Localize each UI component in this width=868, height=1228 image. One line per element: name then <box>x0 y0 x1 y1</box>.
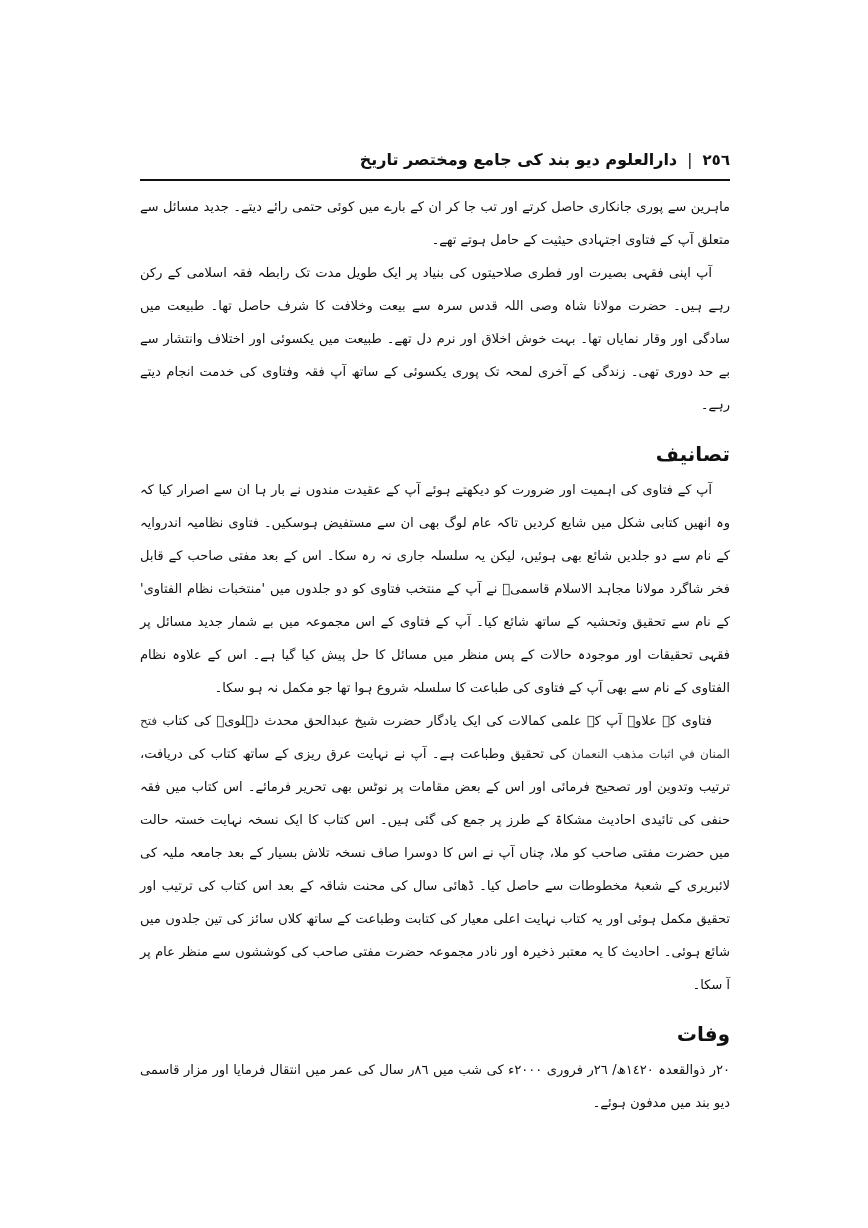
works-paragraph-2 <box>140 705 730 1002</box>
arabic-book-title: فتح المنان في اثبات مذهب النعمان <box>140 714 730 761</box>
intro-paragraph-1: ماہرین سے پوری جانکاری حاصل کرتے اور تب جا کر ان کے بارے میں کوئی حتمی رائے دیتے۔ جدید مسائل سے متعلق آپ کے فتاوی اجتہادی حیثیت کے حامل ہوتے تھے۔ <box>140 200 730 248</box>
works-paragraph-2-start: فتاوی کے علاوہ آپ کے علمی کمالات کی ایک یادگار حضرت شیخ عبدالحق محدث دہلویؒ کی کتاب <box>157 714 712 729</box>
running-header <box>140 150 730 181</box>
page-number: ٢٥٦ <box>702 150 730 169</box>
works-paragraph-2-end: کی تحقیق وطباعت ہے۔ آپ نے نہایت عرق ریزی کے ساتھ کتاب کی دریافت، ترتیب وتدوین اور تصحیح فرمائی اور اس کے بعض مقامات پر نوٹس بھی تحریر فرمائے۔ اس کتاب میں فقہ حنفی کی تائیدی احادیث مشکاۃ کے طرز پر جمع کی گئی ہیں۔ اس کتاب کا ایک نسخہ نہایت خستہ حالت میں حضرت مفتی صاحب کو ملا، چناں آپ نے اس کا دوسرا صاف نسخہ تلاش بسیار کے بعد جامعہ ملیہ کی لائبریری کے شعبۂ مخطوطات سے حاصل کیا۔ ڈھائی سال کی محنت شاقہ کے بعد اس کتاب کی ترتیب اور تحقیق مکمل ہوئی اور یہ کتاب نہایت اعلی معیار کی کتابت وطباعت کے ساتھ کلاں سائز کی تین جلدوں میں شائع ہوئی۔ احادیث کا یہ معتبر ذخیرہ اور نادر مجموعہ حضرت مفتی صاحب کی کوششوں سے منظر عام پر آ سکا۔ <box>140 747 730 993</box>
book-page <box>140 150 730 1120</box>
death-paragraph: ٢٠ر ذوالقعدہ ١٤٢٠ھ/ ٢٦ر فروری ٢٠٠٠ء کی شب میں ٨٦ر سال کی عمر میں انتقال فرمایا اور مزار قاسمی دیو بند میں مدفون ہوئے۔ <box>140 1063 730 1111</box>
section-heading-works: تصانیف <box>655 442 730 466</box>
intro-paragraph-2: آپ اپنی فقہی بصیرت اور فطری صلاحیتوں کی بنیاد پر ایک طویل مدت تک رابطہ فقہ اسلامی کے رکن رہے ہیں۔ حضرت مولانا شاہ وصی اللہ قدس سرہ سے بیعت وخلافت کا شرف حاصل تھا۔ طبیعت میں سادگی اور وقار نمایاں تھا۔ بہت خوش اخلاق اور نرم دل تھے۔ طبیعت میں یکسوئی اور اختلاف وانتشار سے بے حد دوری تھی۔ زندگی کے آخری لمحہ تک پوری یکسوئی کے ساتھ آپ فقہ وفتاوی کی خدمت انجام دیتے رہے۔ <box>140 266 730 413</box>
book-title: دارالعلوم دیو بند کی جامع ومختصر تاریخ <box>359 150 678 169</box>
header-separator: | <box>687 150 693 169</box>
works-paragraph-1: آپ کے فتاوی کی اہمیت اور ضرورت کو دیکھتے ہوئے آپ کے عقیدت مندوں نے بار ہا ان سے اصرار کیا کہ وہ انھیں کتابی شکل میں شایع کردیں تاکہ عام لوگ بھی ان سے مستفیض ہوسکیں۔ فتاوی نظامیہ اندروایہ کے نام سے دو جلدیں شائع بھی ہوئیں، لیکن یہ سلسلہ جاری نہ رہ سکا۔ اس کے بعد مفتی صاحب کے قابل فخر شاگرد مولانا مجاہد الاسلام قاسمیؒ نے آپ کے منتخب فتاوی کو دو جلدوں میں 'منتخبات نظام الفتاوی' کے نام سے تحقیق وتحشیہ کے ساتھ شائع کیا۔ آپ کے فتاوی کے اس مجموعہ میں بے شمار جدید مسائل پر فقہی تحقیقات اور موجودہ حالات کے پس منظر میں مسائل کا حل پیش کیا گیا ہے۔ اس کے علاوہ نظام الفتاوی کے نام سے بھی آپ کے فتاوی کی طباعت کا سلسلہ شروع ہوا تھا جو مکمل نہ ہو سکا۔ <box>140 483 730 696</box>
section-works <box>140 474 730 1002</box>
section-heading-death: وفات <box>676 1022 730 1046</box>
section-intro <box>140 191 730 422</box>
section-death <box>140 1054 730 1120</box>
